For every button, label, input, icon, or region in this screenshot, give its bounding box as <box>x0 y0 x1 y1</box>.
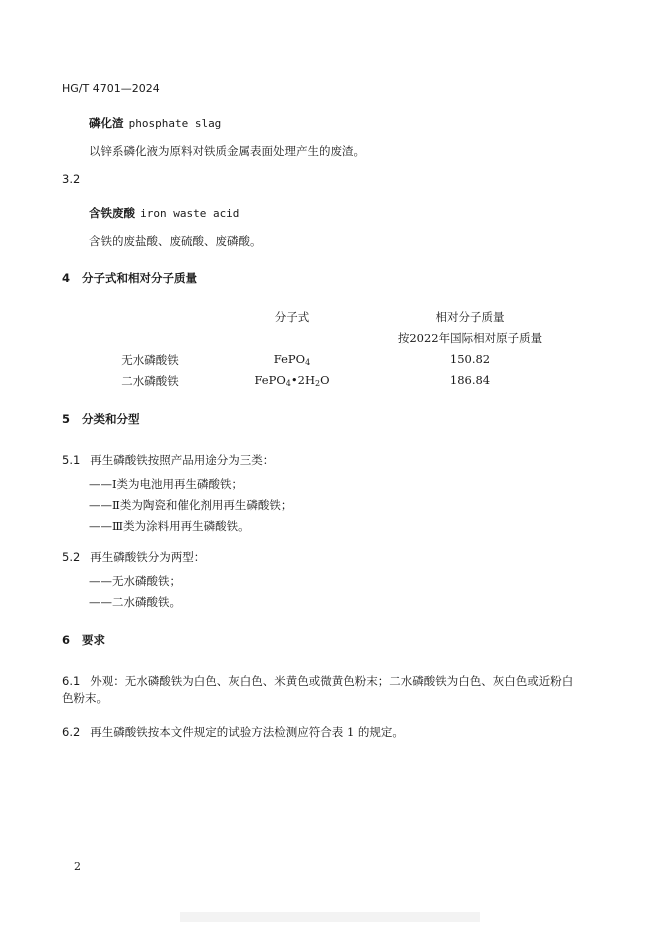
column-header-mass: 相对分子质量 <box>435 310 505 324</box>
clause-6-2 <box>62 721 404 740</box>
section-title: 分子式和相对分子质量 <box>82 271 198 285</box>
clause-5-2 <box>62 546 205 565</box>
list-item: ——Ⅰ类为电池用再生磷酸铁； <box>89 477 244 491</box>
molecular-mass: 150.82 <box>449 352 491 366</box>
compound-formula: FePO$_4$ <box>273 352 311 367</box>
term-chinese: 含铁废酸 <box>89 206 135 220</box>
clause-5-1 <box>62 449 274 468</box>
section-heading <box>62 411 140 427</box>
term-english: phosphate slag <box>128 117 222 130</box>
section-number: 6 <box>62 633 71 647</box>
clause-number: 5.1 <box>62 453 81 467</box>
page-number: 2 <box>74 860 81 873</box>
section-title: 要求 <box>82 633 106 647</box>
section-title: 分类和分型 <box>82 412 140 426</box>
term-chinese: 磷化渣 <box>89 116 124 130</box>
term-definition: 含铁的废盐酸、废硫酸、废磷酸。 <box>89 234 262 248</box>
term-iron-waste-acid <box>89 202 239 221</box>
list-item: ——无水磷酸铁； <box>89 574 181 588</box>
section-heading <box>62 270 197 286</box>
clause-number: 6.2 <box>62 725 81 739</box>
watermark <box>180 912 480 922</box>
molecular-mass: 186.84 <box>449 373 491 387</box>
term-definition: 以锌系磷化液为原料对铁质金属表面处理产生的废渣。 <box>89 144 365 158</box>
section-number: 4 <box>62 271 71 285</box>
clause-text-continued: 色粉末。 <box>62 691 108 705</box>
clause-number: 5.2 <box>62 550 81 564</box>
list-item: ——二水磷酸铁。 <box>89 595 181 609</box>
clause-text: 再生磷酸铁按照产品用途分为三类： <box>90 453 275 467</box>
section-number: 5 <box>62 412 71 426</box>
clause-text: 再生磷酸铁分为两型： <box>90 550 206 564</box>
section-heading <box>62 632 105 648</box>
standard-number: HG/T 4701—2024 <box>62 82 160 95</box>
term-phosphate-slag <box>89 112 221 131</box>
compound-name: 无水磷酸铁 <box>121 353 179 367</box>
compound-formula: $FePO_4•2H_2O$ <box>254 373 330 388</box>
clause-number: 3.2 <box>62 172 81 186</box>
clause-text: 再生磷酸铁按本文件规定的试验方法检测应符合表 1 的规定。 <box>90 725 404 739</box>
term-english: iron waste acid <box>140 207 240 220</box>
compound-name: 二水磷酸铁 <box>121 374 179 388</box>
column-header-formula: 分子式 <box>274 310 310 324</box>
list-item: ——Ⅱ类为陶瓷和催化剂用再生磷酸铁； <box>89 498 293 512</box>
clause-number: 6.1 <box>62 674 81 688</box>
column-header-mass-note: 按2022年国际相对原子质量 <box>397 331 543 345</box>
list-item: ——Ⅲ类为涂料用再生磷酸铁。 <box>89 519 250 533</box>
clause-6-1 <box>62 670 573 689</box>
clause-text: 外观：无水磷酸铁为白色、灰白色、米黄色或微黄色粉末；二水磷酸铁为白色、灰白色或近粉白 <box>90 674 574 688</box>
